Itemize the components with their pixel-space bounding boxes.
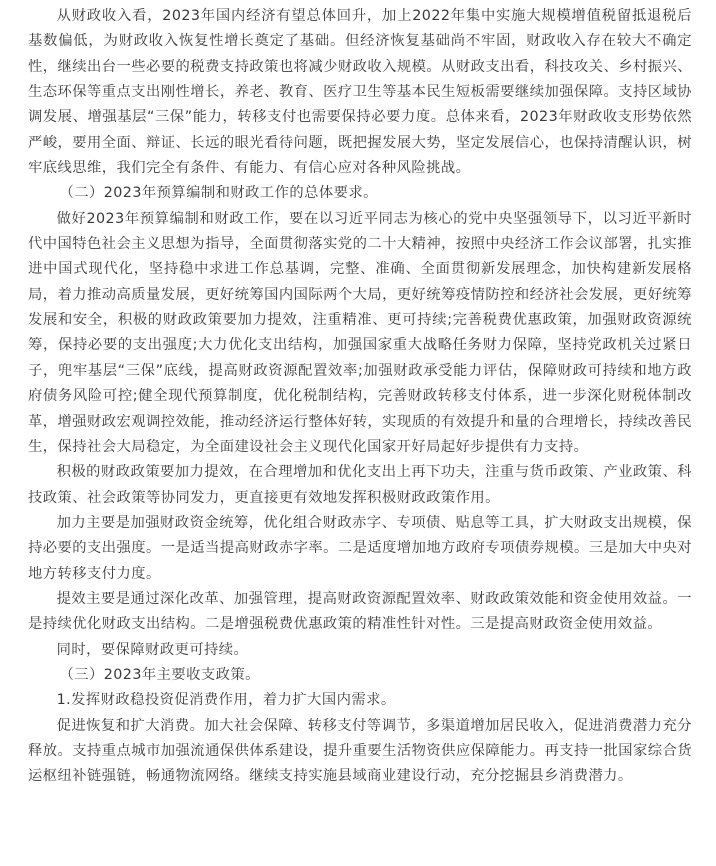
paragraph-promote-consumption: 促进恢复和扩大消费。加大社会保障、转移支付等调节，多渠道增加居民收入，促进消费潜力充分释放。支持重点城市加强流通保供体系建设，提升重要生活物资供应保障能力。再支持一批国家综合货运枢纽补链强链，畅通物流网络。继续支持实施县域商业建设行动，充分挖掘县乡消费潜力。	[28, 717, 692, 785]
paragraph-improve-efficiency: 提效主要是通过深化改革、加强管理，提高财政资源配置效率、财政政策效能和资金使用效益。一是持续优化财政支出结构。二是增强税费优惠政策的精准性针对性。三是提高财政资金使用效益。	[28, 590, 692, 633]
paragraph-fiscal-outlook: 从财政收入看，2023年国内经济有望总体回升，加上2022年集中实施大规模增值税留抵退税后基数偏低，为财政收入恢复性增长奠定了基础。但经济恢复基础尚不牢固，财政收入存在较大不确定性，继续出台一些必要的税费支持政策也将减少财政收入规模。从财政支出看，科技攻关、乡村振兴、生态环保等重点支出刚性增长，养老、教育、医疗卫生等基本民生短板需要继续加强保障。支持区域协调发展、增强基层“三保”能力，转移支付也需要保持必要力度。总体来看，2023年财政收支形势依然严峻，要用全面、辩证、长远的眼光看待问题，既把握发展大势，坚定发展信心，也保持清醒认识，树牢底线思维，我们完全有条件、有能力、有信心应对各种风险挑战。	[28, 8, 692, 177]
section-heading-general-requirements: （二）2023年预算编制和财政工作的总体要求。	[59, 185, 378, 202]
paragraph-sustainability: 同时，要保障财政更可持续。	[56, 641, 249, 658]
subheading-expand-demand: 1.发挥财政稳投资促消费作用，着力扩大国内需求。	[56, 692, 396, 709]
article-body	[28, 4, 692, 790]
paragraph-strengthen-efforts: 加力主要是加强财政资金统筹，优化组合财政赤字、专项债、贴息等工具，扩大财政支出规模，保持必要的支出强度。一是适当提高财政赤字率。二是适度增加地方政府专项债券规模。三是加大中央对地方转移支付力度。	[28, 514, 692, 582]
paragraph-general-requirements: 做好2023年预算编制和财政工作，要在以习近平同志为核心的党中央坚强领导下，以习近平新时代中国特色社会主义思想为指导，全面贯彻落实党的二十大精神，按照中央经济工作会议部署，扎实推进中国式现代化，坚持稳中求进工作总基调，完整、准确、全面贯彻新发展理念，加快构建新发展格局，着力推动高质量发展，更好统筹国内国际两个大局，更好统筹疫情防控和经济社会发展，更好统筹发展和安全，积极的财政政策要加力提效，注重精准、更可持续;完善税费优惠政策，加强财政资源统筹，保持必要的支出强度;大力优化支出结构，加强国家重大战略任务财力保障，坚持党政机关过紧日子，兜牢基层“三保”底线，提高财政资源配置效率;加强财政承受能力评估，保障财政可持续和地方政府债务风险可控;健全现代预算制度，优化税制结构，完善财政转移支付体系，进一步深化财税体制改革，增强财政宏观调控效能，推动经济运行整体好转，实现质的有效提升和量的合理增长，持续改善民生，保持社会大局稳定，为全面建设社会主义现代化国家开好局起好步提供有力支持。	[28, 210, 692, 455]
section-heading-main-policies: （三）2023年主要收支政策。	[59, 666, 260, 683]
paragraph-proactive-fiscal-policy: 积极的财政政策要加力提效，在合理增加和优化支出上再下功夫，注重与货币政策、产业政策、科技政策、社会政策等协同发力，更直接更有效地发挥积极财政政策作用。	[28, 464, 692, 506]
